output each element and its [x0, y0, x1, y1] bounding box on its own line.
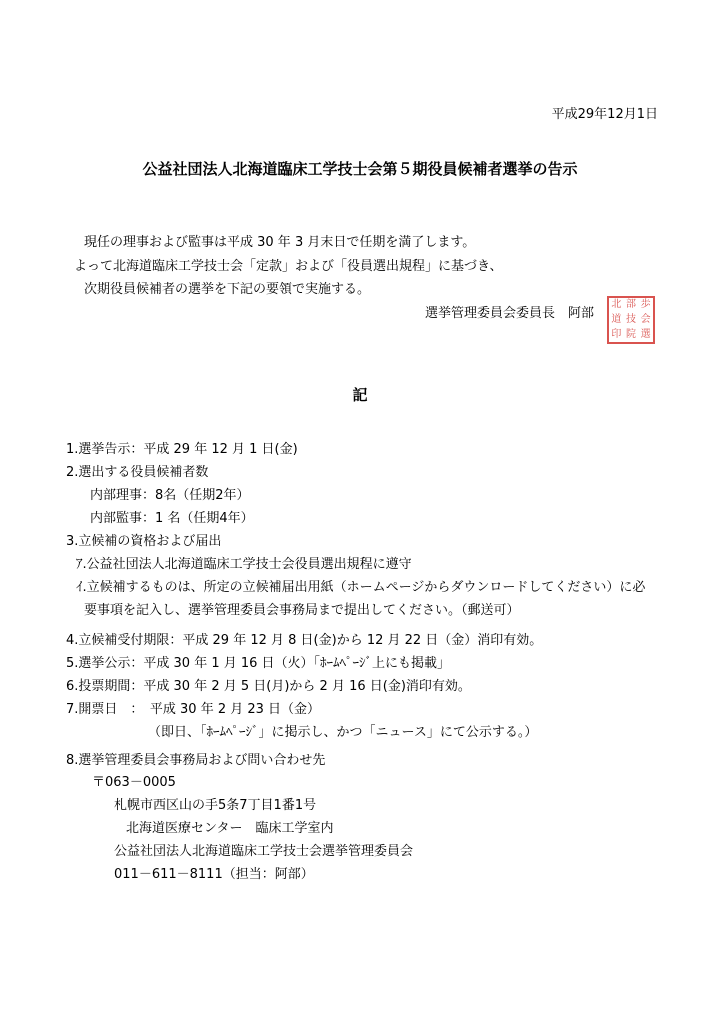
item-5: 5.選挙公示：平成 30 年 1 月 16 日（火）「ﾎｰﾑﾍﾟｰｼﾞ上にも掲載」	[66, 656, 451, 671]
ki-heading: 記	[352, 386, 368, 404]
item-3-c: 要事項を記入し、選挙管理委員会事務局まで提出してください。（郵送可）	[84, 603, 520, 618]
item-2: 2.選出する役員候補者数	[66, 465, 209, 480]
item-7: 7.開票日 ： 平成 30 年 2 月 23 日（金）	[66, 702, 321, 717]
intro-line-1: 現任の理事および監事は平成 30 年 3 月末日で任期を満了します。	[84, 235, 476, 250]
item-3-b: ｲ.立候補するものは、所定の立候補届出用紙（ホームページからダウンロードしてください）に必	[76, 580, 646, 595]
address-line-3: 公益社団法人北海道臨床工学技士会選挙管理委員会	[114, 844, 414, 859]
notice-title: 公益社団法人北海道臨床工学技士会第５期役員候補者選挙の告示	[142, 160, 578, 178]
item-7-note: （即日、「ﾎｰﾑﾍﾟｰｼﾞ」に掲示し、かつ「ニュース」にて公示する。）	[148, 725, 538, 740]
telephone: 011－611－8111（担当：阿部）	[114, 867, 314, 882]
notice-date: 平成29年12月1日	[551, 107, 658, 122]
intro-line-2: よって北海道臨床工学技士会「定款」および「役員選出規程」に基づき、	[74, 259, 503, 274]
item-2-directors: 内部理事：8名（任期2年）	[90, 488, 250, 503]
item-8: 8.選挙管理委員会事務局および問い合わせ先	[66, 753, 326, 768]
item-6: 6.投票期間：平成 30 年 2 月 5 日(月)から 2 月 16 日(金)消印有効。	[66, 679, 471, 694]
item-4: 4.立候補受付期限：平成 29 年 12 月 8 日(金)から 12 月 22 日（金）消印有効。	[66, 633, 543, 648]
address-line-2: 北海道医療センター 臨床工学室内	[126, 821, 334, 836]
seal-stamp: 北 部 歩 道 技 会 印 院 選	[607, 296, 655, 344]
postal-code: 〒063－0005	[92, 775, 176, 790]
item-2-auditors: 内部監事：1 名（任期4年）	[90, 511, 254, 526]
item-3-a: ｱ.公益社団法人北海道臨床工学技士会役員選出規程に遵守	[76, 557, 412, 572]
intro-line-3: 次期役員候補者の選挙を下記の要領で実施する。	[84, 282, 371, 297]
item-1: 1.選挙告示：平成 29 年 12 月 1 日(金)	[66, 442, 298, 457]
address-line-1: 札幌市西区山の手5条7丁目1番1号	[114, 798, 317, 813]
signer: 選挙管理委員会委員長 阿部	[425, 306, 595, 321]
item-3: 3.立候補の資格および届出	[66, 534, 222, 549]
